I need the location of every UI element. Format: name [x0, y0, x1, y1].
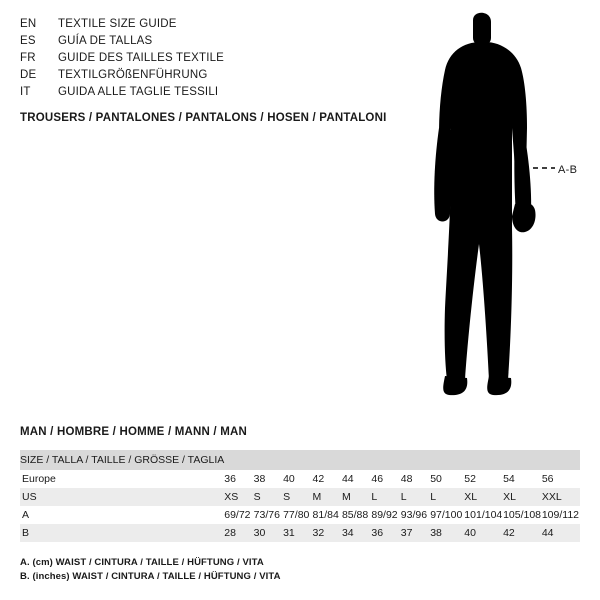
cell: 40	[464, 524, 503, 542]
cell: 30	[254, 524, 283, 542]
cell: XXL	[542, 488, 580, 506]
footnotes	[20, 556, 281, 584]
cell: 32	[313, 524, 342, 542]
table-row	[20, 524, 580, 542]
section-title: TROUSERS / PANTALONES / PANTALONS / HOSEN / PANTALONI	[20, 112, 387, 124]
cell: 50	[430, 473, 442, 485]
table-row	[20, 450, 580, 470]
cell: 38	[253, 473, 266, 485]
cell: 56	[541, 473, 554, 485]
language-row	[20, 67, 360, 84]
language-row	[20, 84, 360, 101]
table-caption: MAN / HOMBRE / HOMME / MANN / MAN	[20, 426, 248, 438]
language-title: GUIDE DES TAILLES TEXTILE	[58, 52, 225, 64]
cell: 69/72	[224, 509, 251, 521]
cell	[371, 450, 400, 470]
cell: XL	[464, 488, 503, 506]
cell: S	[283, 488, 312, 506]
cell: 34	[342, 524, 371, 542]
language-row	[20, 16, 360, 33]
cell	[313, 450, 342, 470]
cell	[464, 450, 503, 470]
cell	[224, 450, 253, 470]
cell	[542, 450, 580, 470]
cell: 97/100	[430, 509, 463, 521]
cell	[503, 450, 542, 470]
table-row	[20, 488, 580, 506]
cell: L	[371, 488, 400, 506]
cell: 81/84	[312, 509, 339, 521]
cell: 42	[312, 473, 325, 485]
language-title: TEXTILGRÖßENFÜHRUNG	[58, 69, 208, 81]
language-title: GUIDA ALLE TAGLIE TESSILI	[58, 86, 219, 98]
language-code: FR	[20, 52, 36, 64]
language-header-block	[20, 16, 360, 101]
table-row	[20, 470, 580, 488]
cell: XL	[503, 488, 542, 506]
cell: M	[342, 488, 371, 506]
cell: 44	[341, 473, 354, 485]
cell: 37	[401, 524, 430, 542]
cell	[401, 450, 430, 470]
cell: 93/96	[400, 509, 428, 521]
cell: 101/104	[464, 509, 503, 521]
row-label: Europe	[22, 473, 56, 485]
cell: 77/80	[283, 509, 310, 521]
cell: 38	[430, 524, 464, 542]
cell: 44	[542, 524, 580, 542]
cell: 28	[224, 524, 253, 542]
table-row	[20, 506, 580, 524]
language-row	[20, 50, 360, 67]
language-code: IT	[20, 86, 31, 98]
cell: 85/88	[341, 509, 369, 521]
row-label: US	[20, 488, 224, 506]
language-title: TEXTILE SIZE GUIDE	[58, 18, 177, 30]
cell: 40	[283, 473, 295, 485]
row-label: B	[20, 524, 224, 542]
cell	[254, 450, 283, 470]
language-code: ES	[20, 35, 36, 47]
cell: 48	[400, 473, 413, 485]
cell: M	[313, 488, 342, 506]
cell: 42	[503, 524, 542, 542]
cell: 36	[224, 473, 236, 485]
cell: 54	[503, 473, 515, 485]
cell: 52	[464, 473, 476, 485]
cell	[283, 450, 312, 470]
cell: L	[430, 488, 464, 506]
row-label: A	[22, 509, 30, 521]
cell: L	[401, 488, 430, 506]
cell: S	[254, 488, 283, 506]
cell: 36	[371, 524, 400, 542]
cell	[342, 450, 371, 470]
language-title: GUÍA DE TALLAS	[58, 35, 153, 47]
row-label: SIZE / TALLA / TAILLE / GRÖSSE / TAGLIA	[20, 454, 225, 466]
language-code: DE	[20, 69, 37, 81]
language-code: EN	[20, 18, 37, 30]
measure-label-ab: A-B	[558, 164, 578, 176]
cell	[430, 450, 464, 470]
man-silhouette-icon	[395, 8, 600, 408]
cell: 89/92	[371, 509, 398, 521]
footnote-b: B. (inches) WAIST / CINTURA / TAILLE / HÜFTUNG / VITA	[20, 571, 281, 582]
cell: XS	[224, 488, 253, 506]
footnote-a: A. (cm) WAIST / CINTURA / TAILLE / HÜFTUNG / VITA	[20, 557, 264, 568]
size-table	[20, 450, 580, 542]
cell: 73/76	[253, 509, 280, 521]
cell: 109/112	[541, 509, 580, 521]
language-row	[20, 33, 360, 50]
cell: 46	[371, 473, 384, 485]
cell: 31	[283, 524, 312, 542]
cell: 105/108	[503, 509, 542, 521]
figure-illustration	[395, 8, 600, 408]
